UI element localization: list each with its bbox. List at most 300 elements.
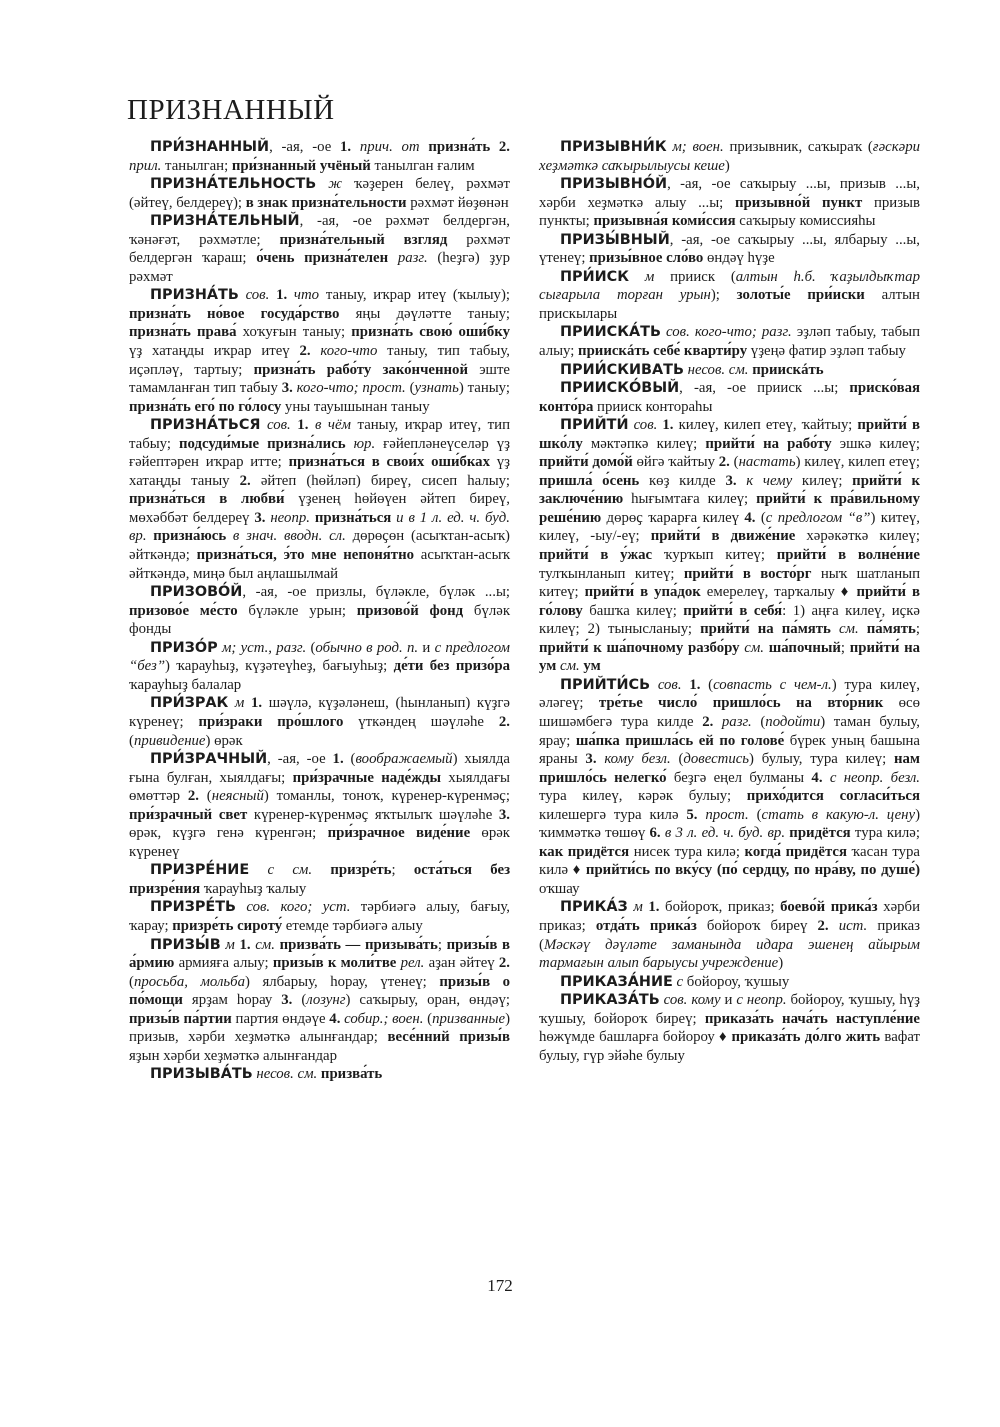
entry-text: [650, 677, 658, 693]
dictionary-entry: [539, 231, 920, 268]
entry-text: прийти́ в у́жас: [539, 547, 653, 564]
entry-text: , -ая, -ое саҡырыу ...ы, ялбарыу ...ы, үтенеү;: [539, 231, 920, 267]
entry-text: [316, 176, 328, 192]
entry-headword: ПРИЗНА́ТЕЛЬНОСТЬ: [150, 176, 317, 193]
entry-text: призывно́й пункт: [735, 194, 863, 211]
entry-text: прил.: [129, 157, 162, 174]
entry-headword: ПРИИСКА́ТЬ: [560, 324, 661, 341]
entry-text: (: [198, 788, 212, 805]
column-right: [539, 138, 920, 1065]
entry-text: ж: [328, 176, 342, 193]
entry-text: и: [418, 639, 435, 656]
entry-text: эште тамамланған тип табыу: [129, 361, 510, 397]
entry-text: ҡарауһыҙ балалар: [129, 676, 242, 693]
entry-text: призыв пункты;: [539, 194, 920, 230]
entry-text: (: [129, 973, 134, 990]
entry-text: призы́вное сло́во: [589, 250, 704, 267]
entry-text: ) хыялда ғына булған, хыялдағы;: [129, 751, 510, 786]
entry-text: прийти́ в себя́: [683, 602, 783, 619]
entry-text: призово́й фонд: [356, 602, 464, 619]
entry-text: [228, 695, 235, 711]
dictionary-entry: [539, 138, 920, 175]
entry-text: стать в какую-л. цену: [761, 806, 916, 823]
page-number: 172: [487, 1276, 513, 1295]
entry-text: призна́ться, э́то мне непоня́тно: [196, 547, 414, 564]
entry-text: с предлогом “в”: [765, 509, 871, 526]
entry-text: разг.: [397, 250, 428, 267]
entry-text: отда́ть прика́з: [595, 917, 697, 934]
entry-text: сов.: [657, 676, 682, 693]
entry-text: приказа́ть до́лго жить: [731, 1029, 881, 1046]
entry-text: призна́ть но́вое госуда́рство: [129, 305, 340, 322]
entry-text: үҙ хатаңды таныу: [129, 454, 510, 489]
entry-text: бүләк фонды: [129, 602, 511, 638]
entry-text: прийти́ в шко́лу: [539, 417, 920, 452]
entry-text: 2.: [702, 713, 714, 730]
entry-text: ) ҡарауһыҙ, күҙәтеүһеҙ, бағыуһыҙ;: [165, 658, 394, 675]
entry-text: подойти: [765, 713, 821, 730]
dictionary-entry: [539, 268, 920, 324]
entry-text: с предлогом “без”: [129, 639, 510, 675]
entry-text: сов.: [245, 287, 270, 304]
entry-text: что: [293, 287, 320, 304]
entry-text: үҙеңә фатир эҙләп табыу: [747, 343, 906, 360]
entry-text: призна́ть его́ по го́лосу: [129, 398, 282, 415]
entry-text: [249, 862, 267, 878]
entry-text: танылган;: [161, 157, 232, 174]
entry-text: ): [778, 955, 784, 972]
entry-text: асыҡтан-асыҡ әйткәндә, миңә был аңлашылмай: [129, 547, 510, 582]
entry-text: нисек тура килә;: [629, 843, 745, 860]
entry-text: хыялдағы өмөттәр: [129, 769, 511, 805]
dictionary-entry: [129, 583, 510, 639]
entry-text: приказ (: [539, 917, 920, 953]
entry-headword: ПРИ́ЗНАННЫЙ: [150, 139, 270, 155]
entry-text: ) ялбарыу, һорау, үтенеү;: [245, 973, 440, 990]
entry-text: оҡшау: [539, 880, 580, 897]
entry-text: 3.: [725, 472, 737, 489]
entry-text: с неопр. безл.: [829, 769, 920, 786]
entry-text: , -ая, -ое саҡырыу ...ы, призыв ...ы, хәрби хеҙмәткә алыу ...ы;: [539, 176, 920, 211]
entry-text: узнать: [414, 380, 459, 397]
entry-text: подсуди́мые призна́лись: [179, 435, 346, 452]
entry-text: призы́в о по́мощи: [129, 973, 511, 1009]
entry-text: 1.: [239, 936, 251, 953]
entry-headword: ПРИЙТИ́СЬ: [560, 676, 651, 693]
entry-text: таныу, иҡрар итеү, тип табыу;: [129, 417, 510, 452]
entry-text: тре́тье число́ пришло́сь на вто́рник: [598, 695, 884, 712]
entry-text: приискáть: [752, 361, 824, 378]
entry-text: (һеҙгә) ҙур рәхмәт: [129, 250, 510, 285]
entry-text: яҙын хәрби хеҙмәткә алынғандар: [129, 1047, 338, 1064]
entry-text: ) таман булыу, ярау;: [539, 713, 920, 749]
entry-text: , -ая, -ое прииск ...ы;: [679, 380, 850, 397]
dictionary-entry: [539, 361, 920, 380]
entry-text: [346, 436, 354, 452]
entry-headword: ПРИ́ИСК: [560, 268, 630, 285]
entry-headword: ПРИЗЫВНО́Й: [560, 176, 668, 193]
entry-text: м: [644, 268, 655, 285]
entry-text: әйтеп (һөйләп) биреү, сисеп һалыу;: [250, 472, 511, 489]
entry-text: килешергә тура килә: [539, 806, 687, 823]
entry-text: 1.: [276, 287, 288, 304]
entry-headword: ПРИЗНА́ТЕЛЬНЫЙ: [150, 213, 300, 230]
entry-text: армияға алыу;: [174, 955, 273, 972]
entry-text: килеү;: [792, 472, 853, 489]
entry-text: призна́юсь: [153, 528, 227, 545]
dictionary-entry: [539, 379, 920, 416]
entry-headword: ПРИЗНА́ТЬСЯ: [150, 417, 261, 434]
entry-text: рәхмәт белдергән ҡараш;: [129, 231, 510, 267]
dictionary-entry: [129, 639, 510, 695]
entry-text: м; воен.: [672, 139, 724, 155]
dictionary-entry: [539, 175, 920, 231]
entry-text: призы́в к моли́тве: [272, 955, 397, 972]
entry-text: партия өндәүе: [231, 1010, 330, 1027]
entry-text: );: [710, 287, 737, 304]
entry-text: привидение: [133, 732, 206, 749]
entry-text: алтын прискылары: [539, 287, 920, 322]
entry-text: при́зраки про́шлого: [198, 713, 344, 730]
entry-text: бойороу, ҡушыу: [683, 973, 790, 990]
entry-text: , -ая, -ое: [267, 751, 333, 768]
entry-headword: ПРИЗЫВА́ТЬ: [150, 1066, 253, 1083]
entry-text: (: [729, 454, 739, 471]
entry-text: призванные: [432, 1010, 506, 1027]
entry-text: [312, 862, 330, 878]
entry-text: аҙан әйтеү: [424, 955, 499, 972]
entry-headword: ПРИЗОВО́Й: [150, 584, 243, 601]
entry-text: тура килә;: [850, 825, 920, 842]
entry-text: ;: [840, 639, 850, 656]
entry-text: яңы дәүләтте таныу;: [339, 305, 510, 322]
entry-text: прич. от: [359, 139, 420, 155]
entry-text: к чему: [746, 472, 793, 489]
entry-text: юр.: [353, 435, 376, 452]
entry-text: башҡа килеү;: [582, 602, 684, 619]
entry-text: саҡырыу комиссияһы: [735, 213, 876, 230]
entry-text: 3.: [254, 509, 266, 526]
entry-text: ҡурҡып китеү;: [652, 547, 777, 564]
dictionary-entry: [539, 323, 920, 360]
entry-text: һөжүмде башларға бойороу ♦: [539, 1029, 732, 1046]
entry-text: призово́е ме́сто: [129, 602, 238, 619]
entry-text: когда́ придётся: [744, 843, 847, 860]
column-left: [129, 138, 510, 1084]
entry-text: [859, 621, 867, 637]
entry-text: прийти́ домо́й: [539, 454, 633, 471]
entry-text: өсө шишәмбегә тура килде: [539, 695, 920, 730]
dictionary-entry: [539, 676, 920, 899]
entry-text: совпасть с чем-л.: [713, 676, 832, 693]
entry-text: ;: [391, 862, 414, 879]
entry-text: сов. кого-что; разг.: [666, 324, 792, 341]
entry-text: призре́ть: [330, 862, 392, 879]
entry-text: [239, 287, 246, 303]
dictionary-entry: [129, 212, 510, 286]
entry-text: м; уст., разг.: [221, 639, 307, 656]
entry-text: приказа́ть нача́ть наступле́ние: [704, 1010, 920, 1027]
dictionary-entry: [539, 898, 920, 972]
entry-text: ярҙам һорау: [182, 992, 282, 1009]
entry-text: см.: [560, 658, 580, 675]
entry-headword: ПРИЗРЕ́ТЬ: [150, 899, 237, 916]
entry-headword: ПРИИСКО́ВЫЙ: [560, 380, 680, 397]
entry-text: 1.: [648, 899, 660, 916]
entry-text: 2.: [187, 788, 199, 805]
entry-text: уны тауышынан таныу: [281, 398, 430, 415]
entry-text: етемде тәрбиәгә алыу: [282, 917, 423, 934]
entry-text: алтын һ.б. ҡаҙылдыҡтар сығарыла торған урын: [539, 268, 920, 304]
dictionary-entry: [129, 286, 510, 416]
entry-text: (: [748, 806, 762, 823]
entry-text: тәрбиәгә алыу, бағыу, ҡарау;: [129, 899, 510, 934]
entry-text: 1.: [662, 417, 674, 434]
dictionary-entry: [539, 991, 920, 1065]
entry-text: обычно в род. п.: [315, 639, 419, 656]
entry-text: үткәндең шәүләһе: [343, 713, 499, 730]
entry-text: призре́ть сироту́: [172, 917, 283, 934]
entry-headword: ПРИ́ЗРАЧНЫЙ: [150, 751, 268, 768]
entry-text: ): [724, 157, 730, 174]
entry-text: танылган ғалим: [370, 157, 475, 174]
entry-text: призывник, саҡыраҡ (: [723, 139, 873, 155]
entry-text: о́чень призна́телен: [256, 250, 389, 267]
entry-text: ) китеү, килеү, -ыу/-еү;: [539, 509, 920, 545]
entry-text: сов.: [267, 417, 291, 434]
entry-text: өрәк, күҙгә генә күренгән;: [129, 825, 328, 842]
entry-text: м: [234, 695, 245, 712]
entry-text: призы́в па́ртии: [129, 1010, 232, 1027]
entry-text: призва́ть: [320, 1066, 383, 1083]
entry-text: прийти́ к заключе́нию: [539, 472, 921, 508]
entry-text: прийти́сь по вку́су (по́ сердцу, по нра́ву, по душе́): [585, 862, 920, 879]
entry-text: см.: [838, 621, 859, 638]
entry-text: м: [633, 899, 643, 916]
dictionary-entry: [129, 750, 510, 861]
entry-text: күренер-күренмәҫ яҡтылыҡ шәүләһе: [247, 806, 499, 823]
entry-text: прийти́ в го́лову: [539, 584, 920, 619]
entry-text: оста́ться без призре́ния: [129, 862, 511, 897]
entry-text: ҡарауһыҙ ҡалыу: [200, 880, 307, 897]
entry-text: см.: [744, 639, 765, 656]
entry-text: ғәскәри хеҙмәткә саҡырылыусы кеше: [539, 139, 920, 174]
entry-text: прост.: [705, 806, 749, 823]
entry-text: (: [343, 751, 356, 768]
entry-text: весе́нний призы́в: [387, 1029, 510, 1046]
entry-text: пришла́ о́сень: [539, 472, 640, 489]
entry-text: , -ая, -ое призлы, бүләкле, бүләк ...ы;: [242, 584, 510, 601]
entry-text: [236, 899, 246, 915]
entry-text: в 3 л. ед. ч. буд. вр.: [664, 825, 786, 842]
entry-text: призна́ться: [314, 509, 392, 526]
entry-text: [829, 918, 839, 934]
entry-text: [629, 269, 645, 285]
dictionary-entry: [539, 416, 920, 676]
entry-text: ) таныу;: [458, 380, 510, 397]
entry-text: несов. см.: [256, 1066, 318, 1083]
entry-headword: ПРИЗРЕ́НИЕ: [150, 862, 250, 879]
entry-text: бүрек уның башына яраны: [539, 732, 920, 768]
entry-text: 4.: [744, 509, 756, 526]
running-head: ПРИЗНАННЫЙ: [127, 94, 335, 126]
entry-text: тура килеү, кәрәк булыу;: [539, 788, 747, 805]
entry-text: призна́тельный взгляд: [279, 231, 448, 248]
entry-text: 2.: [817, 917, 829, 934]
entry-text: 5.: [686, 806, 698, 823]
entry-text: : 1) аңға килеү, иҫкә килеү; 2) тынысланыу;: [539, 602, 920, 638]
entry-text: (: [292, 992, 307, 1009]
entry-text: при́зрачный свет: [129, 806, 248, 823]
entry-text: сов.: [633, 417, 658, 434]
entry-text: вафат булыу, гүр эйәһе булыу: [539, 1029, 920, 1064]
entry-text: разг.: [721, 713, 752, 730]
entry-text: 1.: [297, 417, 309, 434]
entry-text: прийти́ к ша́почному разбо́ру: [539, 639, 740, 656]
entry-text: при́знанный учёный: [231, 157, 371, 174]
entry-text: көҙ килде: [639, 472, 726, 489]
entry-text: өйгә ҡайтыу: [632, 454, 719, 471]
entry-text: 2.: [239, 472, 251, 489]
entry-text: [226, 528, 233, 544]
entry-text: прийти́ к пра́вильному реше́нию: [539, 491, 920, 526]
entry-text: (: [700, 676, 714, 693]
entry-text: хоҡуғын таныу;: [236, 324, 352, 341]
entry-text: придётся: [789, 825, 851, 842]
entry-text: бүләкле урын;: [237, 602, 357, 619]
entry-text: 3.: [281, 380, 293, 397]
entry-text: [823, 770, 830, 786]
entry-text: кого-что; прост.: [296, 380, 406, 397]
entry-headword: ПРИКА́З: [560, 899, 628, 916]
entry-text: как придётся: [539, 843, 630, 860]
dictionary-entry: [129, 936, 510, 1066]
entry-text: призы́в в а́рмию: [129, 936, 511, 972]
entry-text: кого-что: [320, 343, 378, 360]
entry-text: (: [751, 713, 766, 730]
entry-text: (: [129, 732, 134, 749]
entry-text: үҙ хатаңды иҡрар итеү: [129, 343, 300, 360]
entry-text: ша́пка пришла́сь ей по голове́: [575, 732, 785, 749]
entry-text: эҙләп табыу, табып алыу;: [539, 324, 920, 360]
entry-text: призна́ться в любви́: [129, 491, 285, 508]
entry-headword: ПРИЙТИ́: [560, 417, 629, 434]
entry-text: ) призыв, хәрби хеҙмәткә алынғандар;: [129, 1010, 510, 1046]
entry-text: сов. кому: [663, 992, 721, 1009]
entry-text: (: [423, 1010, 433, 1027]
entry-text: 4.: [329, 1010, 341, 1027]
entry-text: настать: [738, 454, 796, 471]
entry-text: ;: [915, 621, 920, 638]
entry-text: хәрәкәткә килеү;: [795, 528, 920, 545]
dictionary-entry: [129, 898, 510, 935]
entry-headword: ПРИЗО́Р: [150, 639, 218, 656]
entry-text: довестись: [683, 751, 750, 768]
entry-text: прийти́ на ум: [539, 639, 920, 675]
entry-text: ) килеү, килеп етеү;: [795, 454, 920, 471]
entry-text: мәктәпкә килеү;: [582, 435, 706, 452]
entry-text: прийти́ в движе́ние: [650, 528, 796, 545]
entry-headword: ПРИКАЗА́ТЬ: [560, 992, 660, 1009]
entry-headword: ПРИИ́СКИВАТЬ: [560, 361, 684, 378]
entry-text: , -ая, -ое рәхмәт белдергән, ҡәнәғәт, рәхмәтле;: [129, 213, 510, 248]
entry-text: призна́ть рабо́ту зако́нченной: [253, 361, 468, 378]
entry-text: бойороҡ, приказ;: [659, 899, 781, 916]
entry-text: призна́ть 2.: [428, 139, 510, 155]
entry-text: нам пришло́сь нелегко́: [539, 751, 920, 786]
entry-text: неясный: [211, 788, 264, 805]
entry-text: [831, 621, 839, 637]
entry-text: призва́ть — призыва́ть: [279, 936, 438, 953]
entry-text: килеү, килеп етеү, ҡайтыу;: [673, 417, 858, 434]
entry-text: үҙенең һөйөүен әйтеп биреү, мөхәббәт белдереү: [129, 491, 510, 526]
entry-text: призывна́я коми́ссия: [593, 213, 736, 230]
entry-text: [351, 139, 360, 155]
entry-text: дөрөҫ ҡарарға килеү: [601, 509, 745, 526]
dictionary-entry: [539, 973, 920, 992]
entry-headword: ПРИЗНА́ТЬ: [150, 287, 239, 304]
entry-text: приско́вая конто́ра: [539, 380, 920, 415]
entry-text: [287, 287, 294, 303]
entry-text: таныу, иҡрар итеү (ҡылыу);: [319, 287, 510, 304]
dictionary-entry: [129, 1065, 510, 1084]
entry-text: эшкә килеү;: [831, 435, 920, 452]
entry-headword: ПРИЗЫ́ВНЫЙ: [560, 231, 670, 248]
entry-text: неопр.: [270, 509, 310, 526]
entry-text: и в 1 л. ед. ч. буд. вр.: [129, 509, 510, 545]
entry-text: прийти́ в восто́рг: [683, 565, 812, 582]
entry-text: ғәйепләнеүселәр үҙ ғәйептәрен иҡрар итте;: [129, 435, 510, 471]
entry-text: собир.; воен.: [344, 1010, 424, 1027]
entry-text: өрәк күренеү: [129, 825, 510, 860]
entry-text: 1.: [340, 139, 352, 155]
entry-text: ҡасан тура килә ♦: [539, 843, 920, 879]
entry-text: призна́ть права́: [129, 324, 237, 341]
dictionary-entry: [129, 694, 510, 750]
entry-text: 3.: [498, 806, 510, 823]
entry-text: 2.: [718, 454, 730, 471]
entry-text: ) булыу, тура килеү;: [749, 751, 894, 768]
entry-text: ;: [437, 936, 447, 953]
entry-text: па́мять: [866, 621, 916, 638]
entry-text: тулҡынланып китеү;: [539, 565, 684, 582]
dictionary-entry: [129, 175, 510, 212]
entry-text: ) томанлы, тоноҡ, күренер-күренмәҫ;: [263, 788, 510, 805]
entry-text: таныу, тип табыу, иҫәпләү, тартыу;: [129, 343, 510, 378]
entry-text: [311, 343, 321, 359]
entry-text: (: [755, 509, 766, 526]
entry-text: (: [405, 380, 415, 397]
dictionary-entry: [129, 861, 510, 898]
entry-text: 4.: [811, 769, 823, 786]
entry-text: боево́й прика́з: [780, 899, 878, 916]
entry-text: прийти́ на рабо́ту: [705, 435, 832, 452]
entry-headword: ПРИ́ЗРАК: [150, 695, 229, 712]
entry-text: кому безл.: [604, 751, 671, 768]
entry-text: [388, 250, 398, 266]
entry-text: шәүлә, күҙәләнеш, (һынланып) күҙгә күренеү;: [129, 695, 510, 730]
entry-text: прихо́дится согласи́ться: [746, 788, 920, 805]
entry-headword: ПРИЗЫ́В: [150, 936, 221, 953]
entry-text: 2.: [498, 713, 510, 730]
entry-text: , -ая, -ое: [269, 139, 341, 155]
entry-text: бойороҡ биреү: [696, 917, 818, 934]
entry-text: при́зрачные наде́жды: [292, 769, 442, 786]
entry-text: призна́ть свою́ оши́бку: [351, 324, 511, 341]
entry-text: Мәскәү дәүләте заманында идара эшенең айырым тармағын алып барыусы учреждение: [539, 936, 920, 972]
entry-text: ҡәҙерен белеү, рәхмәт (әйтеү, белдереү);: [129, 176, 510, 211]
entry-text: золоты́е при́иски: [736, 287, 865, 304]
